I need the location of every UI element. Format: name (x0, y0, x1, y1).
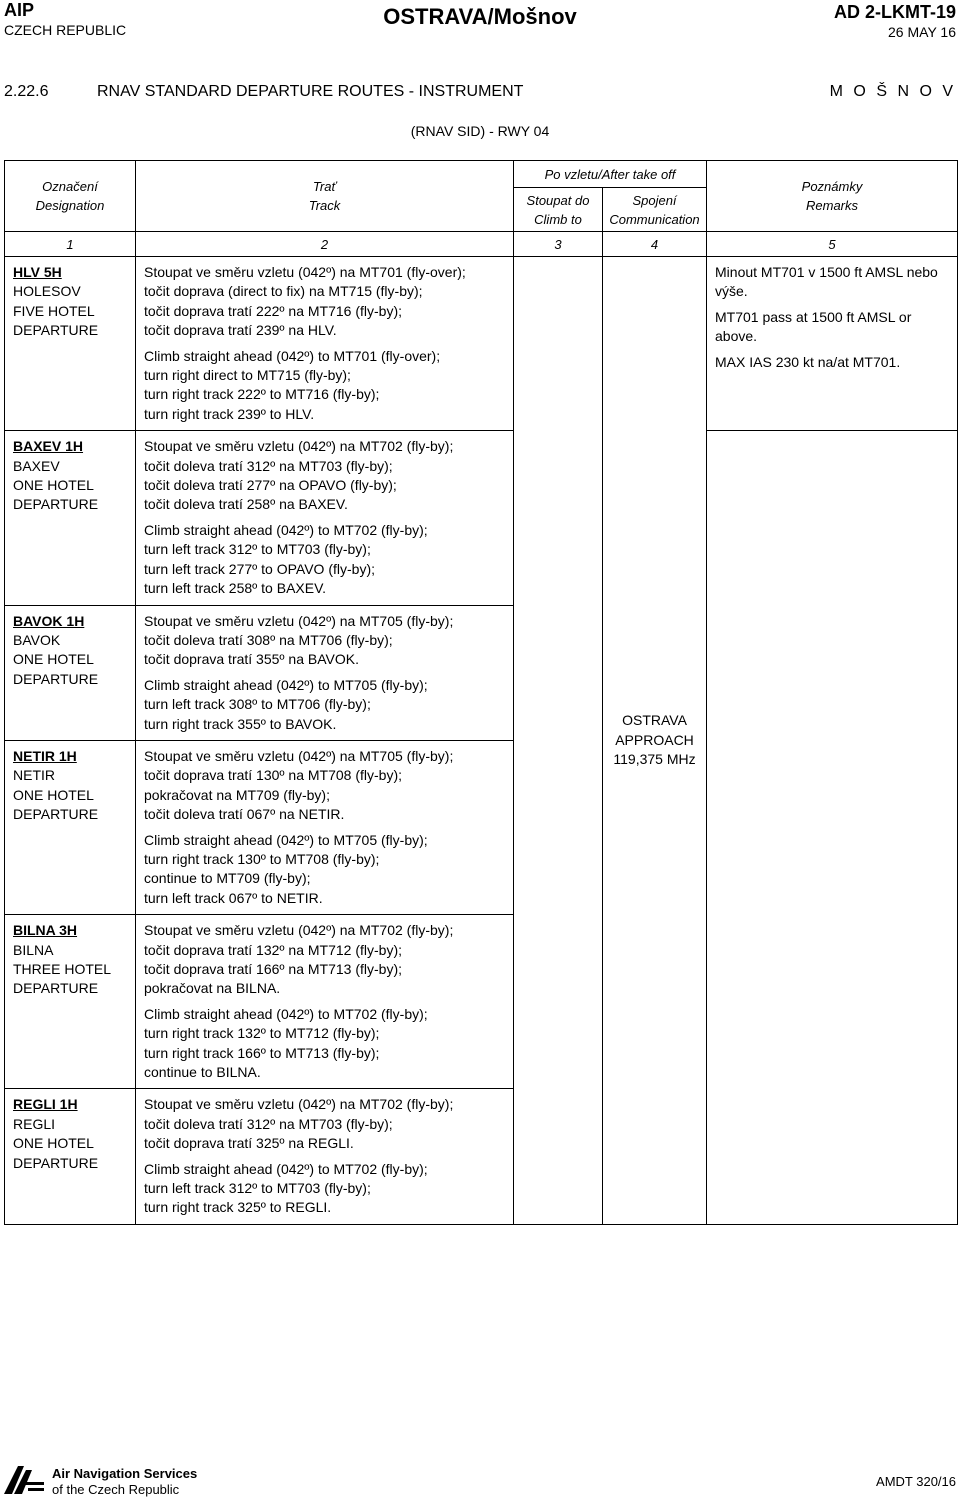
section-number: 2.22.6 (4, 83, 49, 100)
column-number-row (5, 232, 958, 257)
communication-header-en: Communication (609, 211, 700, 227)
sid-code: NETIR 1H (13, 747, 77, 764)
designation-header-cz: Označení (42, 179, 98, 194)
sid-name: FIVE HOTEL (13, 302, 95, 319)
communication-cell (603, 257, 707, 1225)
column-number: 2 (136, 232, 514, 257)
page-reference: AD 2-LKMT-19 (833, 2, 956, 22)
track-description-cz: Stoupat ve směru vzletu (042º) na MT705 (fly-by); točit doprava tratí 130º na MT708 (fly-by); pokračovat na MT709 (fly-by); točit doleva tratí 067º na NETIR. (144, 747, 454, 823)
sid-name: DEPARTURE (13, 670, 99, 687)
designation-header (5, 161, 136, 232)
remarks-en: MT701 pass at 1500 ft AMSL or above. (715, 308, 912, 345)
sid-name: DEPARTURE (13, 1154, 99, 1171)
effective-date: 26 MAY 16 (888, 24, 956, 40)
communication-frequency: OSTRAVA APPROACH 119,375 MHz (613, 712, 696, 768)
track-description-cz: Stoupat ve směru vzletu (042º) na MT702 (fly-by); točit doleva tratí 312º na MT703 (fly-by); točit doprava tratí 325º na REGLI. (144, 1096, 454, 1152)
designation-cell (5, 915, 136, 1089)
sid-name: BILNA (13, 941, 54, 958)
track-description-cz: Stoupat ve směru vzletu (042º) na MT702 (fly-by); točit doprava tratí 132º na MT712 (fly-by); točit doprava tratí 166º na MT713 (fly-by); pokračovat na BILNA. (144, 922, 454, 997)
sid-name: NETIR (13, 767, 55, 784)
track-cell (136, 740, 514, 914)
track-description-cz: Stoupat ve směru vzletu (042º) na MT701 (fly-over); točit doprava (direct to fix) na MT715 (fly-by); točit doprava tratí 222º na MT716 (fly-by); točit doprava tratí 239º na HLV. (144, 264, 466, 339)
remarks-cell (707, 257, 958, 431)
track-description-en: Climb straight ahead (042º) to MT705 (fly-by); turn right track 130º to MT708 (fly-by); continue to MT709 (fly-by); turn left track 067º to NETIR. (144, 831, 428, 906)
sid-name: BAXEV (13, 457, 60, 474)
table-row (5, 257, 958, 431)
track-description-en: Climb straight ahead (042º) to MT702 (fly-by); turn right track 132º to MT712 (fly-by); turn right track 166º to MT713 (fly-by); continue to BILNA. (144, 1005, 428, 1081)
climb-to-header-cz: Stoupat do (526, 192, 590, 208)
track-cell (136, 431, 514, 605)
track-header-cz: Trať (312, 179, 337, 194)
track-header-en: Track (308, 198, 341, 213)
designation-cell (5, 1089, 136, 1224)
designation-cell (5, 605, 136, 740)
ans-cr-logo-icon (4, 1466, 44, 1494)
sid-code: BAVOK 1H (13, 612, 85, 629)
track-cell (136, 605, 514, 740)
track-description-cz: Stoupat ve směru vzletu (042º) na MT702 (fly-by); točit doleva tratí 312º na MT703 (fly-by); točit doleva tratí 277º na OPAVO (fly-by); točit doleva tratí 258º na BAXEV. (144, 438, 454, 513)
sid-name: DEPARTURE (13, 496, 99, 513)
sid-code: REGLI 1H (13, 1096, 78, 1113)
designation-cell (5, 257, 136, 431)
column-number: 4 (603, 232, 707, 257)
track-description-en: Climb straight ahead (042º) to MT702 (fly-by); turn left track 312º to MT703 (fly-by); turn right track 325º to REGLI. (144, 1160, 428, 1216)
column-number: 5 (707, 232, 958, 257)
sid-name: HOLESOV (13, 283, 81, 300)
sid-name: ONE HOTEL (13, 651, 94, 668)
sid-name: ONE HOTEL (13, 1135, 94, 1152)
track-cell (136, 915, 514, 1089)
track-header (136, 161, 514, 232)
aerodrome-name: M O Š N O V (829, 83, 956, 100)
communication-header-cz: Spojení (632, 192, 677, 208)
climb-to-header (514, 188, 603, 232)
sid-code: HLV 5H (13, 264, 62, 280)
amendment-number: AMDT 320/16 (876, 1474, 956, 1489)
page-title: OSTRAVA/Mošnov (383, 4, 577, 29)
sid-table (4, 160, 958, 1225)
designation-cell (5, 431, 136, 605)
column-number: 1 (5, 232, 136, 257)
aip-label: AIP (4, 0, 35, 20)
track-description-en: Climb straight ahead (042º) to MT702 (fly-by); turn left track 312º to MT703 (fly-by); turn left track 277º to OPAVO (fly-by); turn left track 258º to BAXEV. (144, 521, 428, 597)
designation-cell (5, 740, 136, 914)
remarks-cz: Minout MT701 v 1500 ft AMSL nebo výše. (715, 264, 938, 300)
sid-name: BAVOK (13, 631, 61, 648)
remarks-header (707, 161, 958, 232)
sid-name: THREE HOTEL (13, 961, 112, 977)
track-cell (136, 257, 514, 431)
column-number: 3 (514, 232, 603, 257)
remarks-max-ias: MAX IAS 230 kt na/at MT701. (715, 353, 901, 370)
communication-header (603, 188, 707, 232)
climb-to-cell (514, 257, 603, 1225)
track-description-cz: Stoupat ve směru vzletu (042º) na MT705 (fly-by); točit doleva tratí 308º na MT706 (fly-by); točit doprava tratí 355º na BAVOK. (144, 612, 454, 668)
after-takeoff-header: Po vzletu/After take off (514, 161, 707, 188)
sid-name: DEPARTURE (13, 322, 99, 339)
track-cell (136, 1089, 514, 1224)
section-subtitle: (RNAV SID) - RWY 04 (410, 123, 550, 139)
sid-name: REGLI (13, 1115, 56, 1132)
sid-name: ONE HOTEL (13, 786, 94, 803)
sid-name: DEPARTURE (13, 980, 99, 997)
sid-code: BAXEV 1H (13, 438, 84, 455)
climb-to-header-en: Climb to (534, 211, 582, 227)
designation-header-en: Designation (35, 198, 105, 213)
track-description-en: Climb straight ahead (042º) to MT701 (fly-over); turn right direct to MT715 (fly-by); turn right track 222º to MT716 (fly-by); turn right track 239º to HLV. (144, 347, 441, 422)
remarks-cell (707, 431, 958, 1225)
remarks-header-cz: Poznámky (801, 179, 863, 194)
section-title: RNAV STANDARD DEPARTURE ROUTES - INSTRUMENT (97, 83, 524, 100)
sid-name: ONE HOTEL (13, 477, 94, 494)
organisation-name: Air Navigation Services (52, 1466, 198, 1481)
sid-name: DEPARTURE (13, 806, 99, 823)
country-label: CZECH REPUBLIC (4, 22, 127, 38)
organisation-name-line2: of the Czech Republic (52, 1482, 180, 1497)
track-description-en: Climb straight ahead (042º) to MT705 (fly-by); turn left track 308º to MT706 (fly-by); turn right track 355º to BAVOK. (144, 676, 428, 732)
remarks-header-en: Remarks (806, 198, 859, 213)
table-row (5, 431, 958, 605)
sid-code: BILNA 3H (13, 922, 78, 939)
